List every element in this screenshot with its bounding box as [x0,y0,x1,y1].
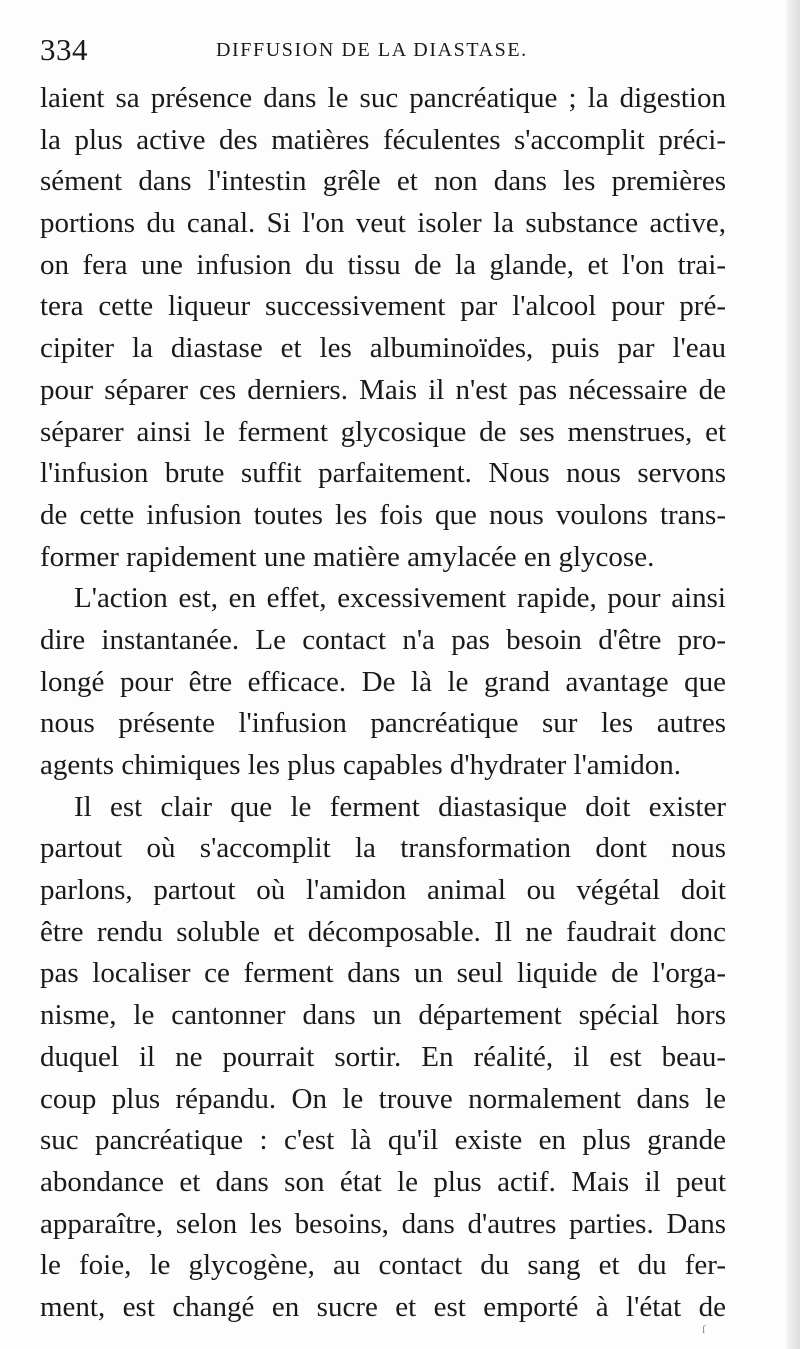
text-line: dire instantanée. Le contact n'a pas besoin d'être pro- [40,623,726,656]
paragraph-last-line: agents chimiques les plus capables d'hydrater l'amidon. [40,749,682,781]
text-line: duquel il ne pourrait sortir. En réalité, il est beau- [40,1040,726,1073]
text-line: cipiter la diastase et les albuminoïdes, puis par l'eau [40,332,726,365]
text-line: parlons, partout où l'amidon animal ou végétal doit [40,874,726,907]
body-text [40,78,726,1329]
text-line: le foie, le glycogène, au contact du sang et du fer- [40,1249,726,1282]
text-line: séparer ainsi le ferment glycosique de ses menstrues, et [40,415,726,448]
text-line: l'infusion brute suffit parfaitement. Nous nous servons [40,457,726,490]
page-edge-shadow [786,0,800,1349]
paragraph-first-line: Il est clair que le ferment diastasique doit exister [74,790,726,823]
text-line: partout où s'accomplit la transformation dont nous [40,832,726,865]
paragraph-last-line: former rapidement une matière amylacée en glycose. [40,540,655,573]
text-line: pour séparer ces derniers. Mais il n'est pas nécessaire de [40,373,726,406]
text-line: de cette infusion toutes les fois que nous voulons trans- [40,498,726,531]
text-line: nous présente l'infusion pancréatique sur les autres [40,707,726,740]
text-line: apparaître, selon les besoins, dans d'autres parties. Dans [40,1207,726,1240]
page-header [40,30,730,70]
text-line: sément dans l'intestin grêle et non dans les premières [40,165,726,198]
text-line: abondance et dans son état le plus actif. Mais il peut [40,1165,726,1198]
text-line: la plus active des matières féculentes s'accomplit préci- [40,123,726,156]
text-line: on fera une infusion du tissu de la glande, et l'on trai- [40,248,726,281]
text-line: être rendu soluble et décomposable. Il ne faudrait donc [40,915,726,948]
page-number: 334 [40,32,88,67]
text-line: tera cette liqueur successivement par l'alcool pour pré- [40,290,726,323]
text-line: nisme, le cantonner dans un département spécial hors [40,999,726,1032]
running-title: DIFFUSION DE LA DIASTASE. [216,39,528,61]
text-line: portions du canal. Si l'on veut isoler la substance active, [40,207,726,240]
text-line: suc pancréatique : c'est là qu'il existe en plus grande [40,1124,726,1157]
paragraph-first-line: L'action est, en effet, excessivement rapide, pour ainsi [74,582,726,615]
text-line: laient sa présence dans le suc pancréatique ; la digestion [40,82,726,114]
text-line: coup plus répandu. On le trouve normalement dans le [40,1082,726,1115]
scan-speck-mark: ſ [702,1322,706,1336]
text-line: ment, est changé en sucre et est emporté à l'état de [40,1290,726,1323]
text-line: pas localiser ce ferment dans un seul liquide de l'orga- [40,957,726,990]
text-line: longé pour être efficace. De là le grand avantage que [40,665,726,698]
